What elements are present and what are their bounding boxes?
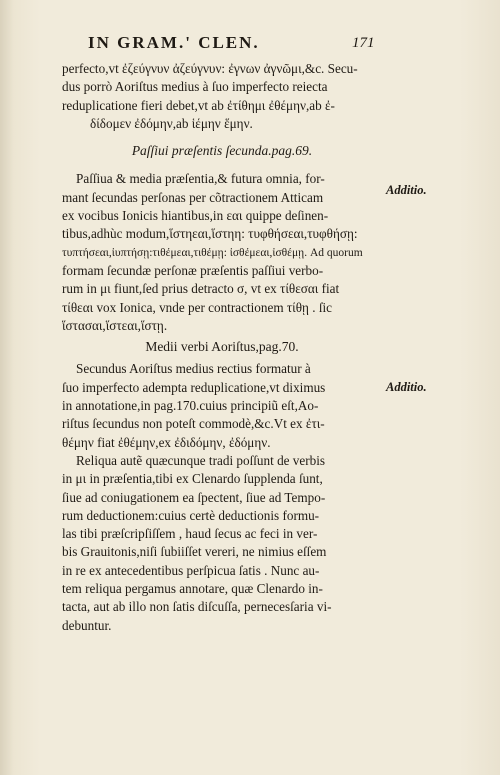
running-head-title: IN GRAM.' CLEN. [88, 33, 260, 52]
running-head [0, 30, 500, 58]
paragraph-1 [62, 60, 382, 133]
text-line: debuntur. [62, 617, 112, 633]
text-line: in μι in præſentia,tibi ex Clenardo ſupplenda ſunt, [62, 471, 323, 487]
text-line: δίδομεν ἐδόμην,ab ἱέμην ἕμην. [90, 115, 253, 131]
text-line: mant ſecundas perſonas per cõtractionem Atticam [62, 189, 324, 205]
text-line: τυπτήσεαι,ἰυπτήσῃ:τιθέμεαι,τιθέμῃ: ἰσθέμεαι,ἰσθέμῃ. Ad quorum [62, 246, 363, 259]
main-text-block [62, 60, 382, 635]
text-line: ex vocibus Ionicis hiantibus,in εαι quippe deſinen- [62, 208, 329, 224]
text-line: las tibi præſcripſiſſem , haud ſecus ac feci in ver- [62, 526, 318, 542]
text-line: τίθεαι vox Ionica, vnde per contractionem τίθῃ . ſic [62, 299, 333, 315]
text-line: θέμην fiat ἐθέμην,ex ἐδιδόμην, ἐδόμην. [62, 434, 271, 450]
text-line: Secundus Aoriſtus medius rectius formatur à [76, 361, 311, 377]
text-line: tacta, aut ab illo non ſatis diſcuſſa, pernecesſaria vi- [62, 599, 332, 615]
text-line: rum in μι fiunt,ſed prius detracto σ, vt ex τίθεσαι fiat [62, 281, 340, 297]
text-line: ἵστασαι,ἵστεαι,ἵστῃ. [62, 317, 168, 333]
text-line: tibus,adhùc modum,ἵστηεαι,ἵστηη: τυφθήσεαι,τυφθήσῃ: [62, 226, 358, 242]
margin-note-additio: Additio. [386, 380, 427, 394]
text-line: ſiue ad coniugationem ea ſpectent, ſiue ad Tempo- [62, 489, 326, 505]
paragraph-3 [62, 360, 382, 451]
text-line: dus porrò Aoriſtus medius à ſuo imperfecto reiecta [62, 79, 328, 95]
section-heading-passive: Paſſiui præſentis ſecunda.pag.69. [131, 143, 313, 159]
text-line: reduplicatione fieri debet,vt ab ἐτίθημι ἐθέμην,ab ἐ- [62, 97, 335, 113]
text-line: tem reliqua pergamus annotare, quæ Clenardo in- [62, 581, 323, 597]
paragraph-2 [62, 170, 382, 335]
text-line: in re ex antecedentibus perſpicua ſatis . Nunc au- [62, 562, 320, 578]
text-line: riſtus ſecundus non poteſt commodè,&c.Vt ex ἐτι- [62, 416, 325, 432]
text-line: formam ſecundæ perſonæ præſentis paſſiui verbo- [62, 262, 324, 278]
section-heading-medii: Medii verbi Aoriſtus,pag.70. [145, 339, 299, 355]
text-line: Reliqua autẽ quæcunque tradi poſſunt de verbis [76, 452, 326, 468]
text-line: Paſſiua & media præſentia,& futura omnia, for- [76, 171, 325, 187]
paragraph-4 [62, 452, 382, 635]
text-line: bis Grauitonis,niſi ſubiiſſet vereri, ne nimius eſſem [62, 544, 327, 560]
page-number: 171 [352, 35, 375, 51]
text-line: ſuo imperfecto adempta reduplicatione,vt diximus [62, 379, 326, 395]
text-line: in annotatione,in pag.170.cuius principiũ eſt,Ao- [62, 398, 319, 414]
text-line: perfecto,vt ἐζεύγνυν ἀζεύγνυν: ἐγνων ἀγνῶμι,&c. Secu- [62, 61, 358, 76]
margin-note-additio: Additio. [386, 183, 427, 197]
text-line: rum deductionem:cuius certè deductionis formu- [62, 507, 320, 523]
